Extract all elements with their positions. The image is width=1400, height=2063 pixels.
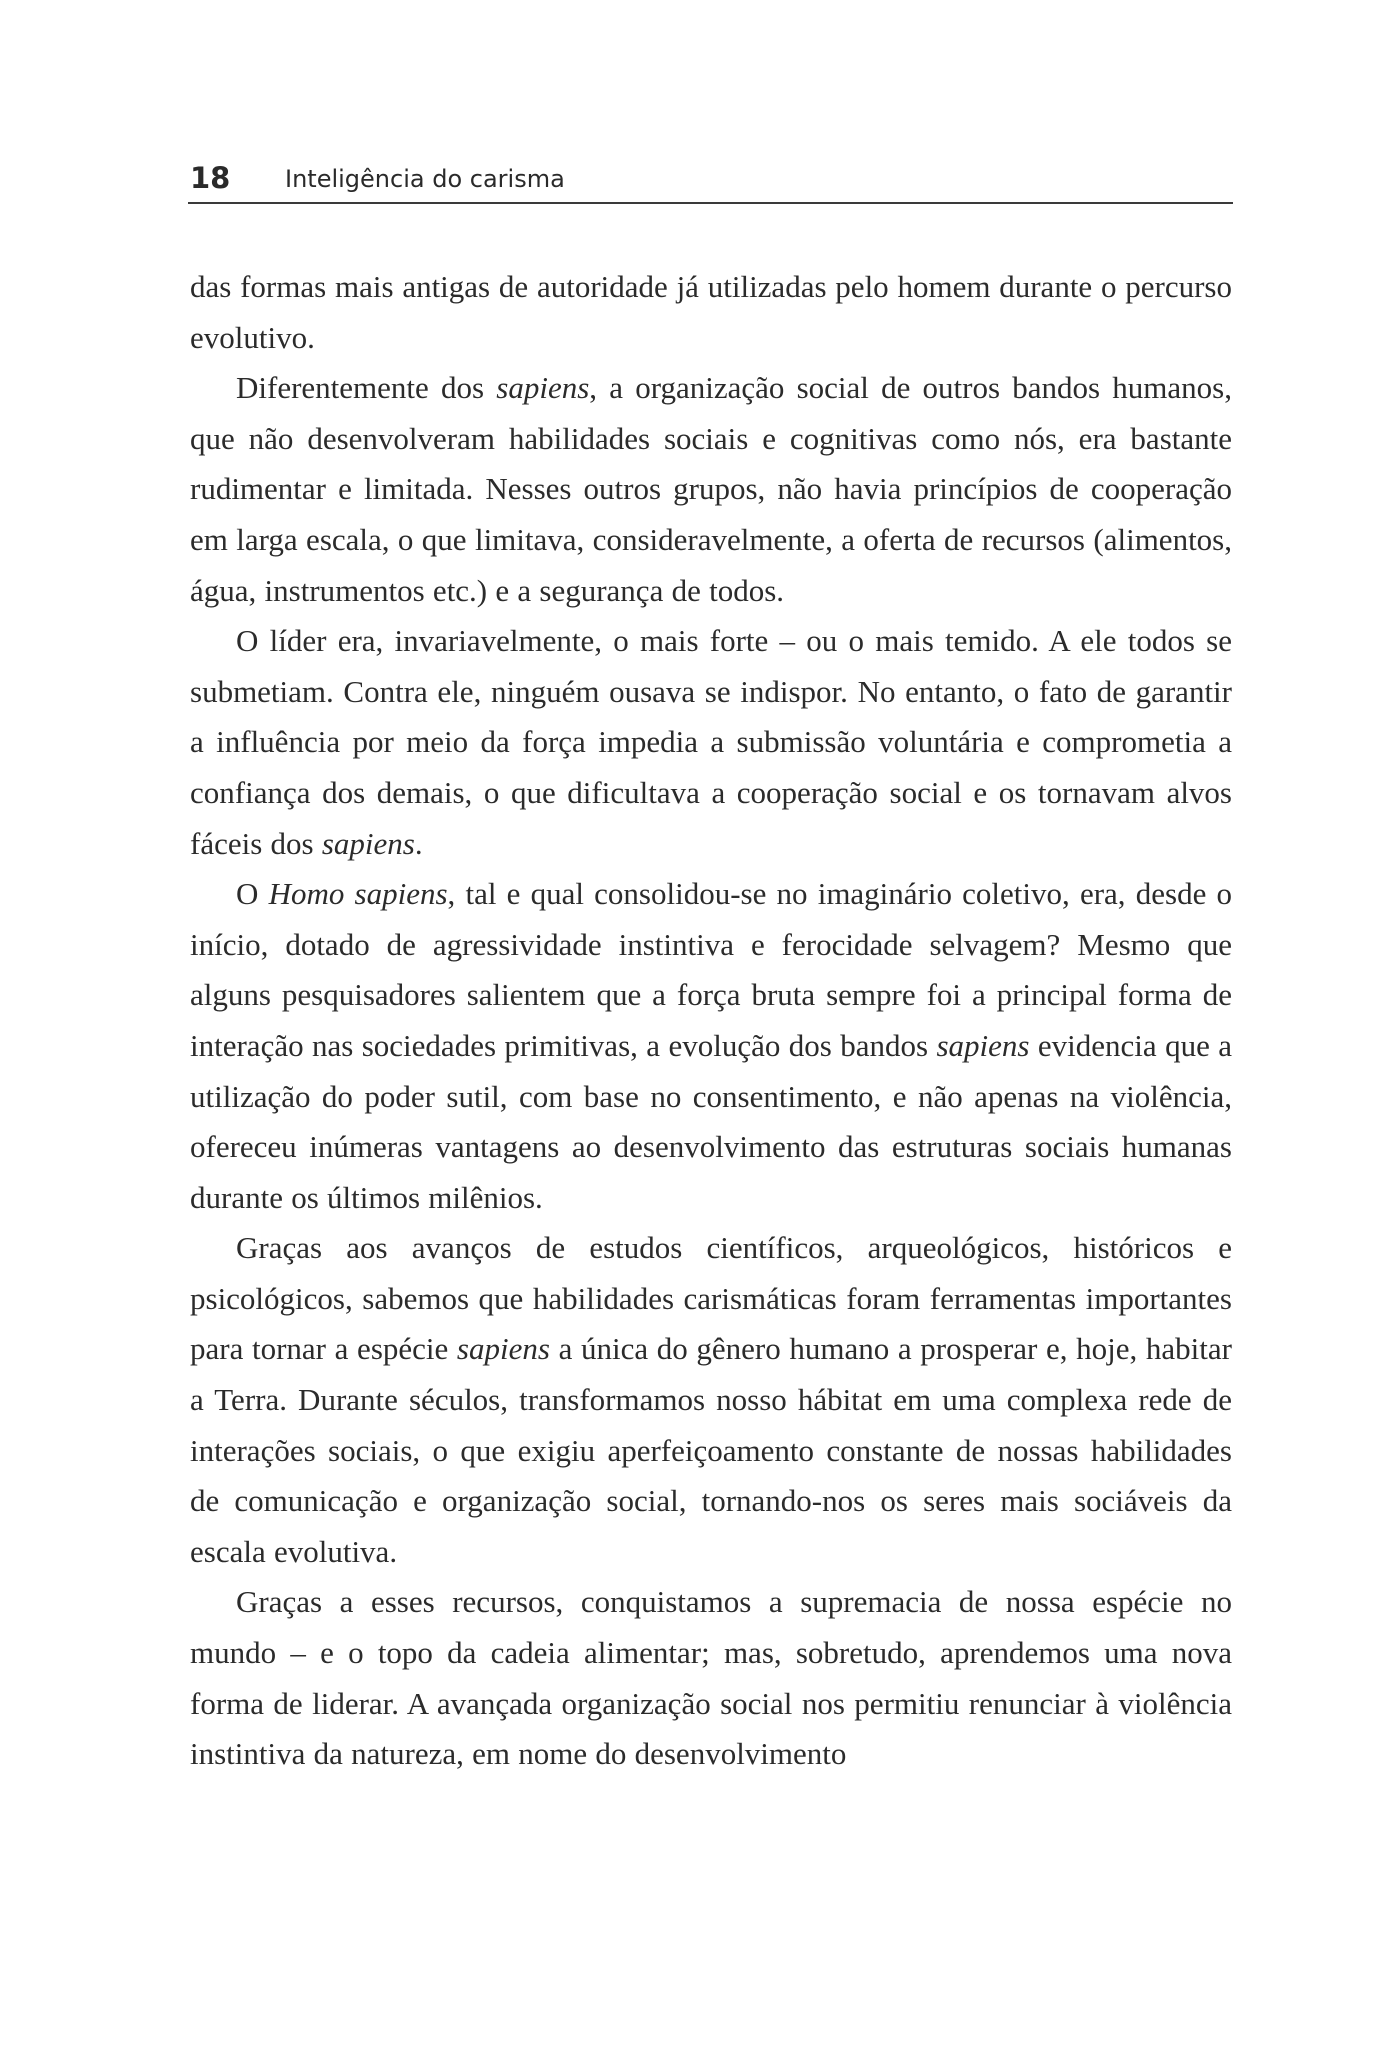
text-run: Diferentemente dos [236,370,497,406]
page-number: 18 [190,161,231,195]
running-header [188,158,1233,204]
italic-term: sapiens [936,1027,1030,1063]
text-run: Graças aos avanços de estudos científicos, arqueológicos, históricos e psicológicos, sabemos que habilidades carismáticas foram ferramentas importantes para tornar a espécie [190,1230,1232,1367]
italic-term: Homo sapiens [268,876,448,912]
text-run: O líder era, invariavelmente, o mais forte – ou o mais temido. A ele todos se submetiam. Contra ele, ninguém ousava se indispor. No entanto, o fato de garantir a influência por meio da força impedia a submissão voluntária e comprometia a confiança dos demais, o que dificultava a cooperação social e os tornavam alvos fáceis dos [190,623,1232,861]
paragraph [190,616,1232,869]
paragraph [190,363,1232,616]
paragraph [190,1223,1232,1577]
header-rule [188,202,1233,204]
text-run: a única do gênero humano a prosperar e, hoje, habitar a Terra. Durante séculos, transformamos nosso hábitat em uma complexa rede de interações sociais, o que exigiu aperfeiçoamento constante de nossas habilidades de comunicação e organização social, tornando-nos os seres mais sociáveis da escala evolutiva. [190,1331,1232,1569]
text-run: evidencia que a utilização do poder sutil, com base no consentimento, e não apenas na violência, ofereceu inúmeras vantagens ao desenvolvimento das estruturas sociais humanas durante os últimos milênios. [190,1027,1233,1215]
text-run: , tal e qual consolidou-se no imaginário coletivo, era, desde o início, dotado de agressividade instintiva e ferocidade selvagem? Mesmo que alguns pesquisadores salientem que a força bruta sempre foi a principal forma de interação nas sociedades primitivas, a evolução dos bandos [190,876,1233,1063]
running-title: Inteligência do carisma [285,165,565,193]
paragraph [190,869,1232,1223]
paragraph [190,1577,1232,1779]
text-run: , a organização social de outros bandos humanos, que não desenvolveram habilidades sociais e cognitivas como nós, era bastante rudimentar e limitada. Nesses outros grupos, não havia princípios de cooperação em larga escala, o que limitava, consideravelmente, a oferta de recursos (alimentos, água, instrumentos etc.) e a segurança de todos. [190,370,1232,608]
italic-term: sapiens [321,825,415,861]
text-run: . [414,825,423,861]
paragraph [190,262,1232,363]
italic-term: sapiens [496,370,590,406]
italic-term: sapiens [456,1331,550,1367]
text-run: das formas mais antigas de autoridade já utilizadas pelo homem durante o percurso evolutivo. [190,269,1232,355]
body-text [190,262,1232,1780]
text-run: Graças a esses recursos, conquistamos a supremacia de nossa espécie no mundo – e o topo da cadeia alimentar; mas, sobretudo, aprendemos uma nova forma de liderar. A avançada organização social nos permitiu renunciar à violência instintiva da natureza, em nome do desenvolvimento [190,1584,1232,1772]
text-run: O [236,876,269,912]
